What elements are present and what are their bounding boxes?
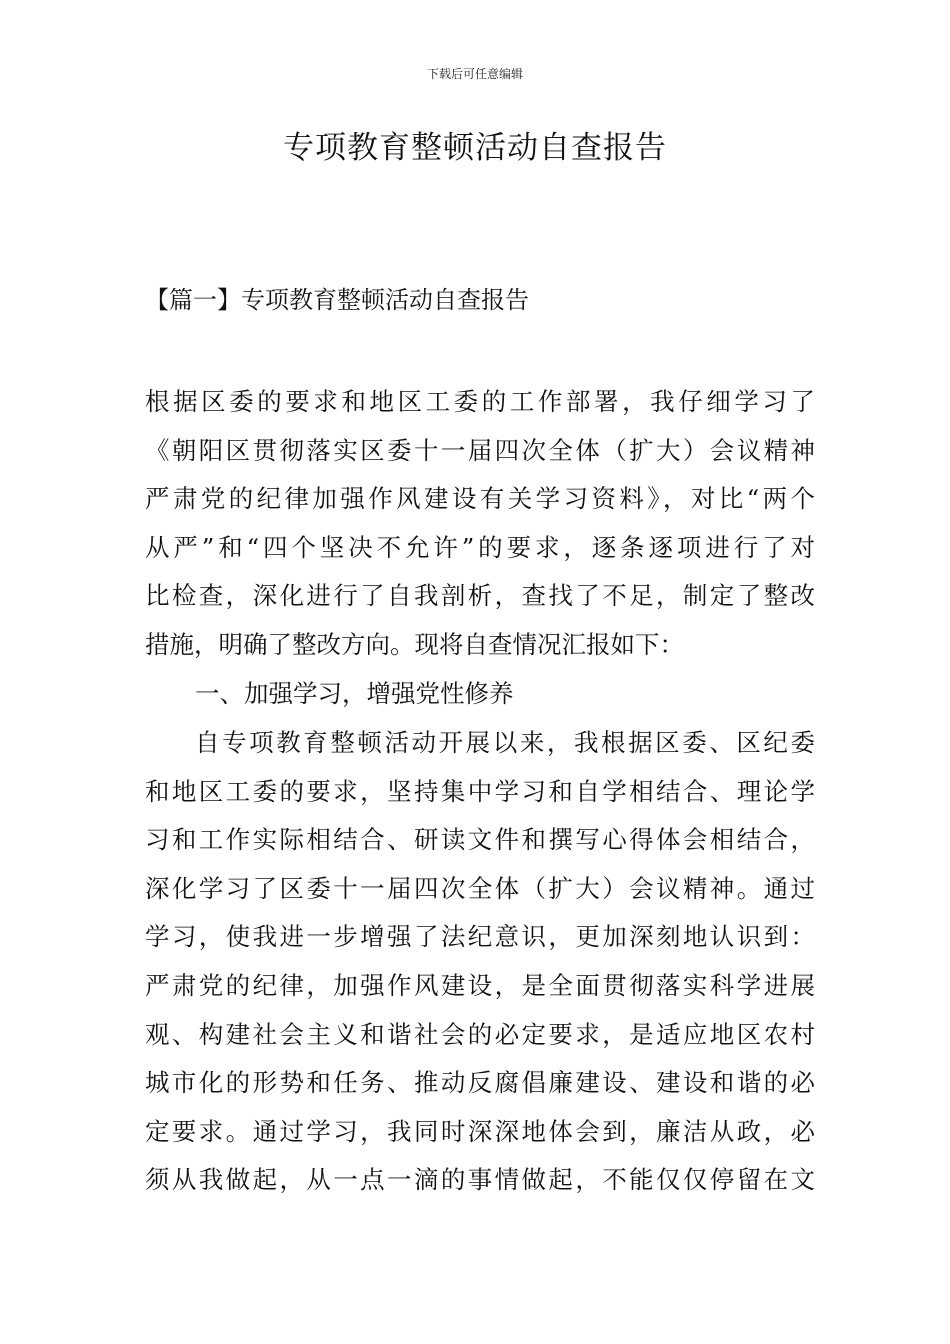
paragraph-line: 从严”和“四个坚决不允许”的要求，逐条逐项进行了对 <box>145 532 815 562</box>
paragraph-line: 措施，明确了整改方向。现将自查情况汇报如下： <box>145 629 684 659</box>
paragraph-line: 严肃党的纪律，加强作风建设，是全面贯彻落实科学进展 <box>145 970 815 1000</box>
subheading: 一、加强学习，增强党性修养 <box>195 679 514 708</box>
paragraph-line: 须从我做起，从一点一滴的事情做起，不能仅仅停留在文 <box>145 1165 815 1195</box>
paragraph-line: 自专项教育整顿活动开展以来，我根据区委、区纪委 <box>195 728 815 757</box>
paragraph-line: 城市化的形势和任务、推动反腐倡廉建设、建设和谐的必 <box>145 1068 815 1098</box>
paragraph-line: 深化学习了区委十一届四次全体（扩大）会议精神。通过 <box>145 873 815 903</box>
document-title: 专项教育整顿活动自查报告 <box>283 130 667 166</box>
paragraph-study <box>145 719 815 1205</box>
subheading-block <box>145 670 815 719</box>
paragraph-line: 习和工作实际相结合、研读文件和撰写心得体会相结合， <box>145 825 815 855</box>
paragraph-line: 观、构建社会主义和谐社会的必定要求，是适应地区农村 <box>145 1019 815 1049</box>
paragraph-line: 和地区工委的要求，坚持集中学习和自学相结合、理论学 <box>145 776 815 806</box>
paragraph-line: 严肃党的纪律加强作风建设有关学习资料》，对比“两个 <box>145 484 815 514</box>
paragraph-line: 比检查，深化进行了自我剖析，查找了不足，制定了整改 <box>145 581 815 611</box>
paragraph-line: 《朝阳区贯彻落实区委十一届四次全体（扩大）会议精神 <box>145 435 815 465</box>
section-heading: 【篇一】专项教育整顿活动自查报告 <box>145 286 529 314</box>
paragraph-intro <box>145 378 815 670</box>
paragraph-line: 定要求。通过学习，我同时深深地体会到，廉洁从政，必 <box>145 1116 815 1146</box>
paragraph-line: 根据区委的要求和地区工委的工作部署，我仔细学习了 <box>145 387 815 416</box>
header-note: 下载后可任意编辑 <box>426 67 523 81</box>
paragraph-line: 学习，使我进一步增强了法纪意识，更加深刻地认识到： <box>145 922 815 952</box>
